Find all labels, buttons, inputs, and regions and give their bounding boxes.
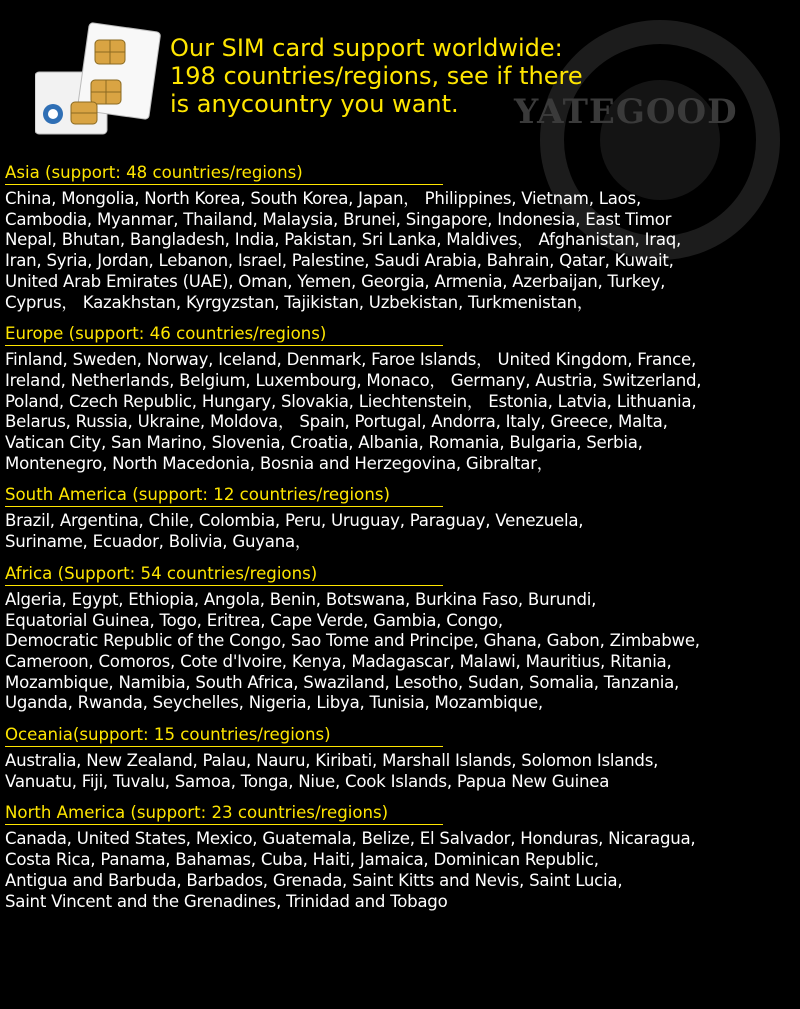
country-line: Suriname, Ecuador, Bolivia, Guyana，	[5, 532, 312, 552]
country-line: Iran, Syria, Jordan, Lebanon, Israel, Palestine, Saudi Arabia, Bahrain, Qatar, Kuwait,	[5, 251, 674, 271]
country-line: Vanuatu, Fiji, Tuvalu, Samoa, Tonga, Niue, Cook Islands, Papua New Guinea	[5, 771, 610, 791]
region-africa	[5, 563, 795, 714]
country-line: Poland, Czech Republic, Hungary, Slovakia, Liechtenstein， Estonia, Latvia, Lithuania,	[5, 391, 697, 411]
divider	[5, 184, 443, 185]
divider	[5, 585, 443, 586]
country-line: Ireland, Netherlands, Belgium, Luxembourg, Monaco， Germany, Austria, Switzerland,	[5, 370, 702, 390]
country-line: Vatican City, San Marino, Slovenia, Croatia, Albania, Romania, Bulgaria, Serbia,	[5, 433, 643, 453]
country-line: Montenegro, North Macedonia, Bosnia and Herzegovina, Gibraltar，	[5, 453, 554, 473]
country-line: Uganda, Rwanda, Seychelles, Nigeria, Libya, Tunisia, Mozambique,	[5, 693, 543, 713]
region-oceania	[5, 724, 795, 792]
country-line: Finland, Sweden, Norway, Iceland, Denmark, Faroe Islands， United Kingdom, France,	[5, 350, 696, 370]
header-line: is anycountry you want.	[170, 90, 459, 118]
country-line: Belarus, Russia, Ukraine, Moldova， Spain, Portugal, Andorra, Italy, Greece, Malta,	[5, 412, 668, 432]
region-title: Asia (support: 48 countries/regions)	[5, 163, 303, 182]
regions-list	[5, 162, 795, 922]
sim-card-icon	[35, 22, 165, 142]
country-line: Brazil, Argentina, Chile, Colombia, Peru, Uruguay, Paraguay, Venezuela,	[5, 511, 584, 531]
region-title: South America (support: 12 countries/regions)	[5, 485, 390, 505]
country-line: Equatorial Guinea, Togo, Eritrea, Cape Verde, Gambia, Congo,	[5, 610, 503, 630]
country-line: Cambodia, Myanmar, Thailand, Malaysia, Brunei, Singapore, Indonesia, East Timor	[5, 209, 672, 229]
region-asia	[5, 162, 795, 313]
country-line: Canada, United States, Mexico, Guatemala, Belize, El Salvador, Honduras, Nicaragua,	[5, 829, 696, 849]
region-south-america	[5, 484, 795, 552]
region-north-america	[5, 802, 795, 912]
country-line: China, Mongolia, North Korea, South Korea, Japan， Philippines, Vietnam, Laos,	[5, 189, 641, 208]
divider	[5, 824, 443, 825]
country-line: Democratic Republic of the Congo, Sao Tome and Principe, Ghana, Gabon, Zimbabwe,	[5, 631, 700, 651]
region-title: Africa (Support: 54 countries/regions)	[5, 563, 318, 583]
header-line: 198 countries/regions, see if there	[170, 62, 583, 90]
country-line: Cyprus， Kazakhstan, Kyrgyzstan, Tajikistan, Uzbekistan, Turkmenistan，	[5, 292, 594, 312]
region-title: Europe (support: 46 countries/regions)	[5, 324, 327, 344]
country-line: Costa Rica, Panama, Bahamas, Cuba, Haiti, Jamaica, Dominican Republic,	[5, 850, 599, 870]
country-line: Saint Vincent and the Grenadines, Trinidad and Tobago	[5, 891, 448, 911]
header-line: Our SIM card support worldwide:	[170, 34, 563, 62]
country-line: Mozambique, Namibia, South Africa, Swaziland, Lesotho, Sudan, Somalia, Tanzania,	[5, 672, 680, 692]
region-europe	[5, 323, 795, 474]
header-title	[170, 34, 770, 118]
divider	[5, 506, 443, 507]
country-line: Antigua and Barbuda, Barbados, Grenada, Saint Kitts and Nevis, Saint Lucia,	[5, 870, 623, 890]
country-line: Australia, New Zealand, Palau, Nauru, Kiribati, Marshall Islands, Solomon Islands,	[5, 751, 659, 771]
country-line: United Arab Emirates (UAE), Oman, Yemen, Georgia, Armenia, Azerbaijan, Turkey,	[5, 271, 666, 291]
divider	[5, 345, 443, 346]
divider	[5, 746, 443, 747]
region-title: North America (support: 23 countries/regions)	[5, 803, 389, 823]
region-title: Oceania(support: 15 countries/regions)	[5, 725, 331, 745]
country-line: Nepal, Bhutan, Bangladesh, India, Pakistan, Sri Lanka, Maldives， Afghanistan, Iraq,	[5, 230, 682, 250]
country-line: Cameroon, Comoros, Cote d'Ivoire, Kenya, Madagascar, Malawi, Mauritius, Ritania,	[5, 651, 672, 671]
brand-watermark: YATEGOOD	[514, 92, 738, 132]
country-line: Algeria, Egypt, Ethiopia, Angola, Benin, Botswana, Burkina Faso, Burundi,	[5, 589, 597, 609]
